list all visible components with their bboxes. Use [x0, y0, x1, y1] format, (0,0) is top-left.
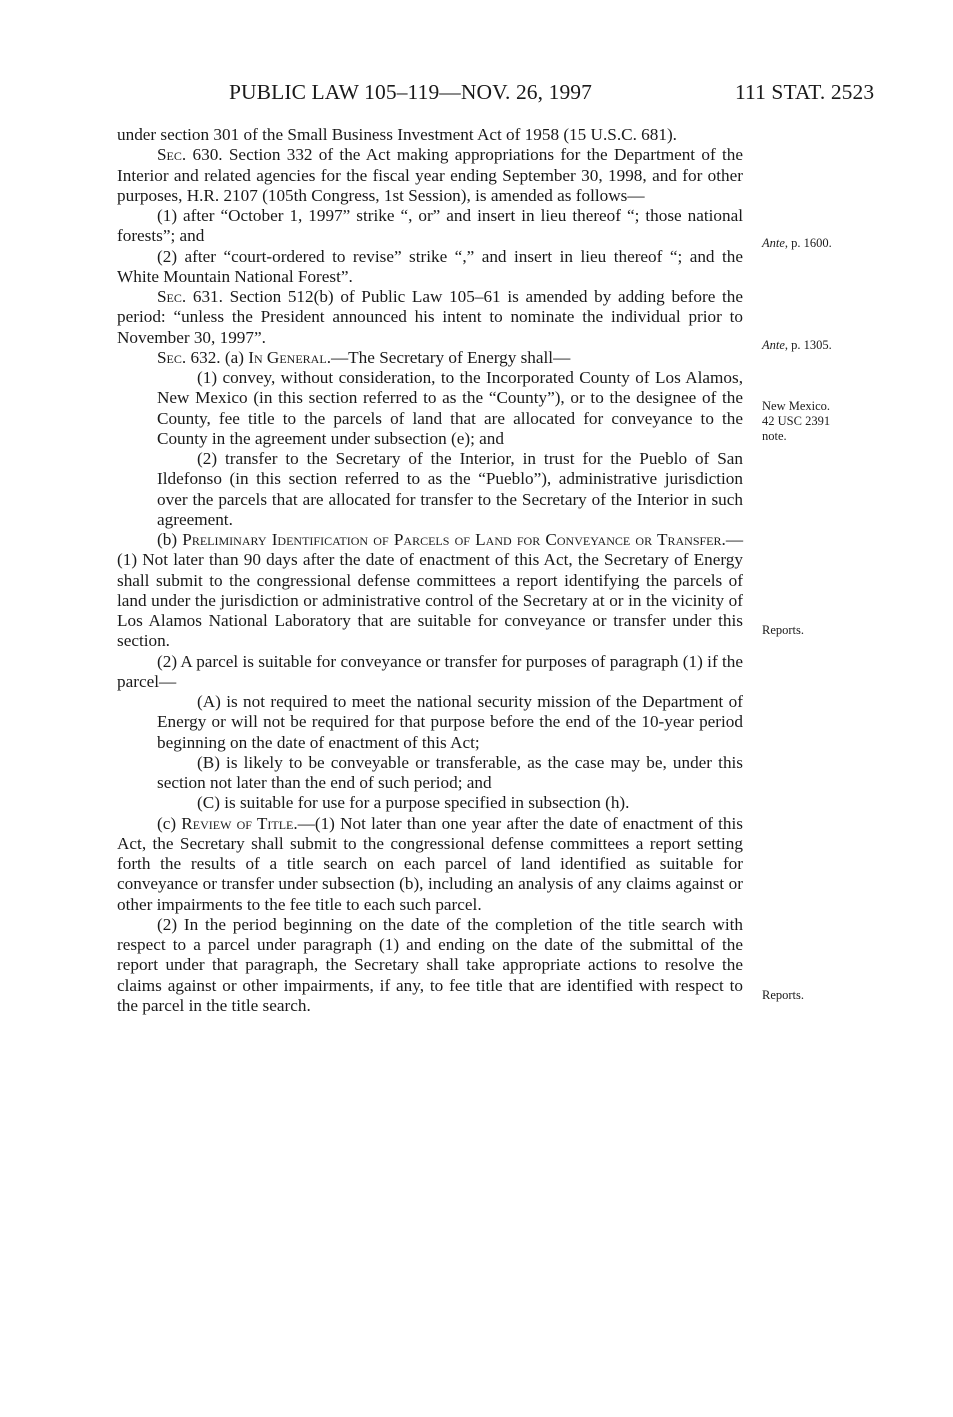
header-title: PUBLIC LAW 105–119—NOV. 26, 1997	[229, 80, 593, 104]
statute-body	[117, 125, 743, 1016]
header-page-ref: 111 STAT. 2523	[735, 80, 875, 104]
margin-note-reports-1: Reports.	[762, 623, 805, 637]
margin-note-reports-2: Reports.	[762, 988, 805, 1002]
running-header	[0, 80, 953, 110]
section-632-b-2: (2) A parcel is suitable for conveyance or transfer for purposes of paragraph (1) if the parcel—	[117, 651, 743, 691]
paragraph-continuation: under section 301 of the Small Business Investment Act of 1958 (15 U.S.C. 681).	[117, 125, 677, 144]
section-632-b-2-C: (C) is suitable for use for a purpose specified in subsection (h).	[197, 793, 630, 813]
section-630-item-1: (1) after “October 1, 1997” strike “, or” and insert in lieu thereof “; those national forests”; and	[117, 206, 743, 246]
section-630: Sec. 630. Section 332 of the Act making appropriations for the Department of the Interior and related agencies for the fiscal year ending September 30, 1998, and for other purposes, H.R. 2107 (105th Congress, 1st Session), is amended as follows—	[117, 145, 743, 205]
section-632-a: Sec. 632. (a) In General.—The Secretary of Energy shall—	[157, 347, 571, 367]
section-632-b-2-B: (B) is likely to be conveyable or transferable, as the case may be, under this section not later than the end of such period; and	[157, 752, 743, 792]
section-632-a-1: (1) convey, without consideration, to the Incorporated County of Los Alamos, New Mexico (in this section referred to as the “County”), or to the designee of the County, fee title to the parcels of land that are allocated for conveyance to the County in the agreement under subsection (e); and	[157, 368, 743, 448]
section-632-a-2: (2) transfer to the Secretary of the Interior, in trust for the Pueblo of San Ildefonso (in this section referred to as the “Pueblo”), administrative jurisdiction over the parcels that are allocated for transfer to the Secretary of the Interior in such agreement.	[157, 449, 743, 529]
margin-note-new-mexico: New Mexico. 42 USC 2391 note.	[762, 399, 831, 443]
section-632-b-2-A: (A) is not required to meet the national security mission of the Department of Energy or will not be required for that purpose before the end of the 10-year period beginning on the date of enactment of this Act;	[157, 692, 743, 752]
margin-note-ante-1305: Ante, p. 1305.	[762, 338, 832, 352]
margin-note-ante-1600: Ante, p. 1600.	[762, 236, 832, 250]
section-632-b: (b) Preliminary Identification of Parcels of Land for Conveyance or Transfer.—(1) Not later than 90 days after the date of enactment of this Act, the Secretary of Energy shall submit to the congressional defense committees a report identifying the parcels of land under the jurisdiction or administrative control of the Secretary at or in the vicinity of Los Alamos National Laboratory that are suitable for conveyance or transfer under this section.	[117, 530, 743, 651]
section-630-item-2: (2) after “court-ordered to revise” strike “,” and insert in lieu thereof “; and the White Mountain National Forest”.	[117, 246, 743, 286]
section-631: Sec. 631. Section 512(b) of Public Law 105–61 is amended by adding before the period: “unless the President announced his intent to nominate the individual prior to November 30, 1997”.	[117, 287, 743, 347]
section-632-c-2: (2) In the period beginning on the date of the completion of the title search with respect to a parcel under paragraph (1) and ending on the date of the submittal of the report under that paragraph, the Secretary shall take appropriate actions to resolve the claims against or other impairments, if any, to fee title that are identified with respect to the parcel in the title search.	[117, 914, 743, 1015]
section-632-c: (c) Review of Title.—(1) Not later than one year after the date of enactment of this Act, the Secretary shall submit to the congressional defense committees a report setting forth the results of a title search on each parcel of land identified as suitable for conveyance or transfer under subsection (b), including an analysis of any claims against or other impairments to the fee title to each such parcel.	[117, 813, 743, 914]
